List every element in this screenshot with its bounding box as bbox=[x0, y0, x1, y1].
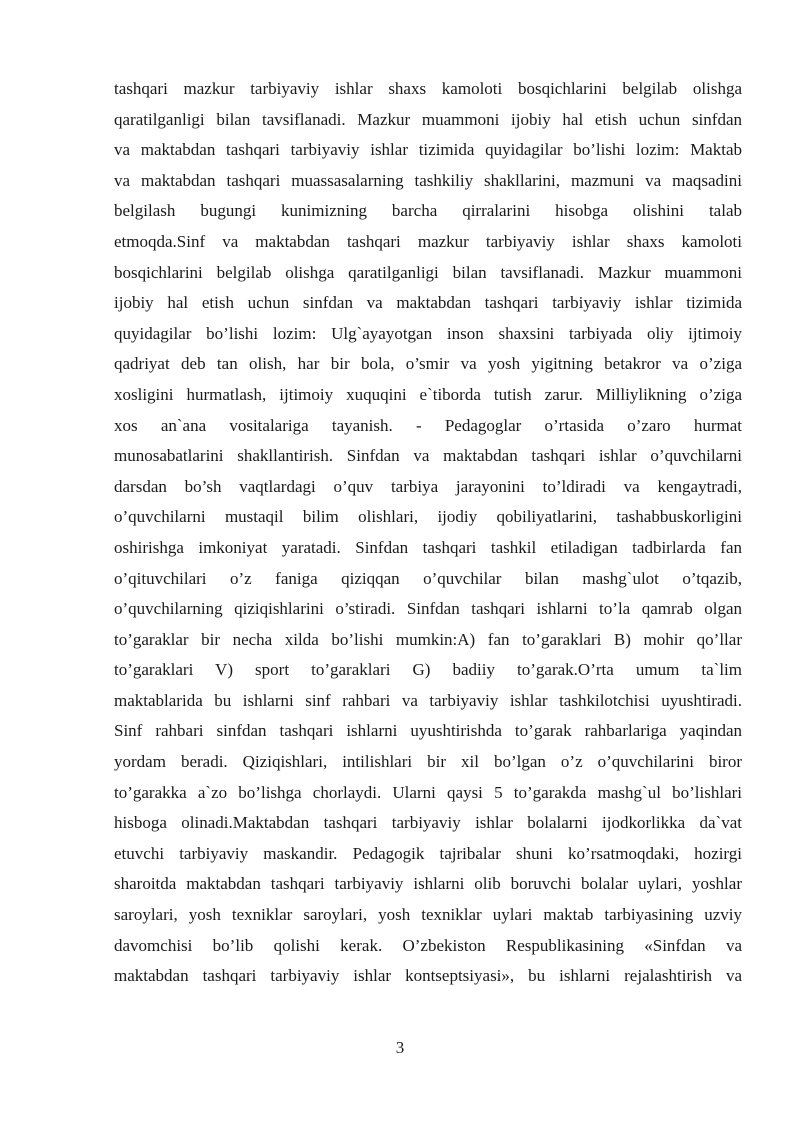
text-line: xosligini hurmatlash, ijtimoiy xuquqini e`tiborda tutish zarur. Milliylikning o’ziga bbox=[114, 384, 742, 404]
body-text bbox=[114, 74, 742, 992]
text-line: maktablarida bu ishlarni sinf rahbari va tarbiyaviy ishlar tashkilotchisi uyushtiradi. bbox=[114, 690, 742, 710]
text-line: saroylari, yosh texniklar saroylari, yosh texniklar uylari maktab tarbiyasining uzviy bbox=[114, 905, 742, 925]
text-line: ijobiy hal etish uchun sinfdan va maktabdan tashqari tarbiyaviy ishlar tizimida bbox=[114, 293, 742, 313]
text-line: to’garaklari V) sport to’garaklari G) badiiy to’garak.O’rta umum ta`lim bbox=[114, 660, 742, 680]
text-line: oshirishga imkoniyat yaratadi. Sinfdan tashqari tashkil etiladigan tadbirlarda fan bbox=[114, 537, 742, 557]
text-line: hisboga olinadi.Maktabdan tashqari tarbiyaviy ishlar bolalarni ijodkorlikka da`vat bbox=[114, 813, 742, 833]
text-line: munosabatlarini shakllantirish. Sinfdan va maktabdan tashqari ishlar o’quvchilarni bbox=[114, 446, 742, 466]
text-line: qadriyat deb tan olish, har bir bola, o’smir va yosh yigitning betakror va o’ziga bbox=[114, 354, 742, 374]
text-line: darsdan bo’sh vaqtlardagi o’quv tarbiya jarayonini to’ldiradi va kengaytradi, bbox=[114, 476, 742, 496]
text-line: bosqichlarini belgilab olishga qaratilganligi bilan tavsiflanadi. Mazkur muammoni bbox=[114, 262, 742, 282]
text-line: yordam beradi. Qiziqishlari, intilishlari bir xil bo’lgan o’z o’quvchilarini biror bbox=[114, 752, 742, 772]
text-line: o’quvchilarning qiziqishlarini o’stiradi. Sinfdan tashqari ishlarni to’la qamrab olgan bbox=[114, 599, 742, 619]
text-line: etmoqda.Sinf va maktabdan tashqari mazkur tarbiyaviy ishlar shaxs kamoloti bbox=[114, 231, 742, 251]
text-line: qaratilganligi bilan tavsiflanadi. Mazkur muammoni ijobiy hal etish uchun sinfdan bbox=[114, 109, 742, 129]
text-line: tashqari mazkur tarbiyaviy ishlar shaxs kamoloti bosqichlarini belgilab olishga bbox=[114, 79, 742, 98]
text-line: belgilash bugungi kunimizning barcha qirralarini hisobga olishini talab bbox=[114, 201, 742, 221]
text-line: sharoitda maktabdan tashqari tarbiyaviy ishlarni olib boruvchi bolalar uylari, yoshlar bbox=[114, 874, 742, 894]
text-line: quyidagilar bo’lishi lozim: Ulg`ayayotgan inson shaxsini tarbiyada oliy ijtimoiy bbox=[114, 323, 742, 343]
text-line: maktabdan tashqari tarbiyaviy ishlar kontseptsiyasi», bu ishlarni rejalashtirish va bbox=[114, 966, 742, 986]
text-line: davomchisi bo’lib qolishi kerak. O’zbekiston Respublikasining «Sinfdan va bbox=[114, 935, 742, 955]
text-line: to’garaklar bir necha xilda bo’lishi mumkin:A) fan to’garaklari B) mohir qo’llar bbox=[114, 629, 742, 649]
text-line: etuvchi tarbiyaviy maskandir. Pedagogik tajribalar shuni ko’rsatmoqdaki, hozirgi bbox=[114, 843, 742, 863]
text-line: o’qituvchilari o’z faniga qiziqqan o’quvchilar bilan mashg`ulot o’tqazib, bbox=[114, 568, 742, 588]
text-line: va maktabdan tashqari muassasalarning tashkiliy shakllarini, mazmuni va maqsadini bbox=[114, 170, 742, 190]
text-line: Sinf rahbari sinfdan tashqari ishlarni uyushtirishda to’garak rahbarlariga yaqindan bbox=[114, 721, 742, 741]
text-line: xos an`ana vositalariga tayanish. - Pedagoglar o’rtasida o’zaro hurmat bbox=[114, 415, 742, 435]
text-line: o’quvchilarni mustaqil bilim olishlari, ijodiy qobiliyatlarini, tashabbuskorligini bbox=[114, 507, 742, 527]
page-number: 3 bbox=[395, 1038, 405, 1057]
text-line: va maktabdan tashqari tarbiyaviy ishlar tizimida quyidagilar bo’lishi lozim: Maktab bbox=[114, 140, 742, 160]
text-line: to’garakka a`zo bo’lishga chorlaydi. Ularni qaysi 5 to’garakda mashg`ul bo’lishlari bbox=[114, 782, 742, 802]
